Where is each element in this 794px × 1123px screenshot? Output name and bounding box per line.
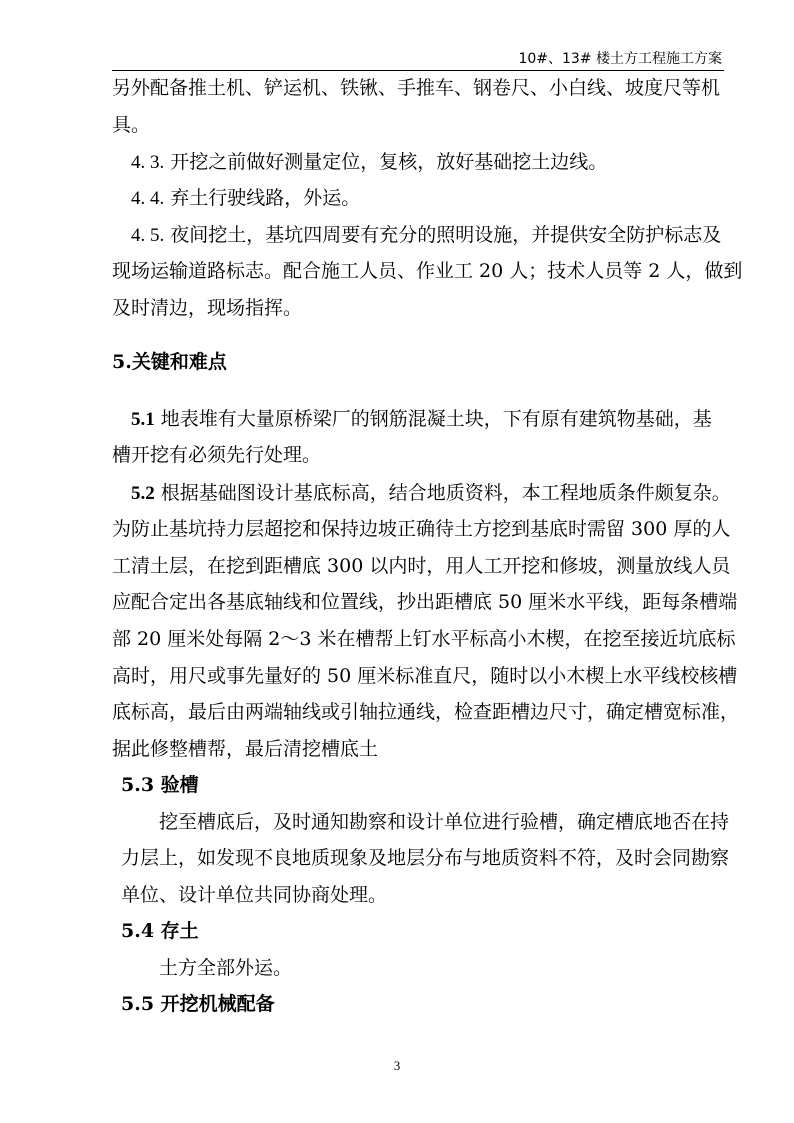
paragraph-line: 槽开挖有必须先行处理。: [112, 444, 322, 466]
section-heading: 5.关键和难点: [112, 351, 227, 373]
item-text: 弃土行驶线路，外运。: [170, 187, 361, 209]
item-4-5: [131, 223, 722, 248]
page-number: 3: [393, 1058, 401, 1073]
item-4-4: [131, 186, 360, 211]
item-text: 开挖之前做好测量定位，复核，放好基础挖土边线。: [170, 151, 608, 173]
item-text: 地表堆有大量原桥梁厂的钢筋混凝土块，下有原有建筑物基础，基: [160, 408, 712, 430]
paragraph-line: 土方全部外运。: [159, 957, 293, 979]
paragraph-line: 高时，用尺或事先量好的 50 厘米标准直尺，随时以小木楔上水平线校核槽: [112, 665, 738, 687]
paragraph-line: 单位、设计单位共同协商处理。: [121, 884, 388, 906]
item-5-2: [131, 481, 731, 506]
paragraph-line: 为防止基坑持力层超挖和保持边坡正确待土方挖到基底时需留 300 厚的人: [112, 518, 731, 540]
item-4-3: [131, 150, 607, 175]
header-rule: [112, 70, 724, 71]
paragraph-line: 部 20 厘米处每隔 2～3 米在槽帮上钉水平标高小木楔，在挖至接近坑底标: [112, 628, 736, 650]
item-number: 4. 5.: [131, 225, 165, 246]
item-5-1: [131, 407, 712, 432]
paragraph-line: 具。: [112, 114, 151, 136]
item-number: 5.1: [131, 409, 155, 430]
paragraph-line: 据此修整槽帮，最后清挖槽底土: [112, 738, 379, 760]
paragraph-line: 挖至槽底后，及时通知勘察和设计单位进行验槽，确定槽底地否在持: [159, 811, 730, 833]
paragraph-line: 底标高，最后由两端轴线或引轴拉通线，检查距槽边尺寸，确定槽宽标准，: [112, 701, 740, 723]
item-number: 4. 4.: [131, 188, 165, 209]
header-title: 10#、13# 楼土方工程施工方案: [518, 51, 722, 67]
paragraph-line: 力层上，如发现不良地质现象及地层分布与地质资料不符，及时会同勘察: [121, 847, 730, 869]
paragraph-line: 及时清边，现场指挥。: [112, 297, 303, 319]
paragraph-line: 另外配备推土机、铲运机、铁锹、手推车、钢卷尺、小白线、坡度尺等机: [112, 77, 721, 99]
item-text: 根据基础图设计基底标高，结合地质资料，本工程地质条件颇复杂。: [160, 482, 731, 504]
paragraph-line: 应配合定出各基底轴线和位置线，抄出距槽底 50 厘米水平线，距每条槽端: [112, 591, 738, 613]
paragraph-line: 现场运输道路标志。配合施工人员、作业工 20 人；技术人员等 2 人，做到: [112, 260, 743, 282]
subsection-heading: 5.3 验槽: [121, 774, 199, 796]
paragraph-line: 工清土层，在挖到距槽底 300 以内时，用人工开挖和修坡，测量放线人员: [112, 555, 731, 577]
item-text: 夜间挖土，基坑四周要有充分的照明设施，并提供安全防护标志及: [170, 224, 722, 246]
subsection-heading: 5.4 存土: [121, 920, 199, 942]
item-number: 4. 3.: [131, 152, 165, 173]
subsection-heading: 5.5 开挖机械配备: [121, 993, 275, 1015]
item-number: 5.2: [131, 483, 155, 504]
